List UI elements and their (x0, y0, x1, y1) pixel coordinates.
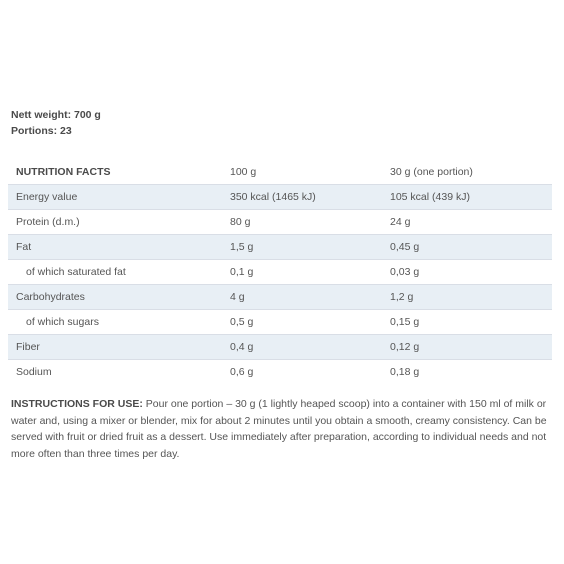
header-nutrition-facts: NUTRITION FACTS (16, 166, 111, 178)
table-row (8, 285, 552, 310)
header-per-100g: 100 g (230, 166, 257, 178)
row-label: Fat (8, 235, 222, 260)
row-label: of which sugars (8, 310, 222, 335)
row-label: Carbohydrates (8, 285, 222, 310)
row-value-portion: 1,2 g (382, 285, 552, 310)
table-row (8, 335, 552, 360)
table-row (8, 310, 552, 335)
row-value-portion: 0,15 g (382, 310, 552, 335)
table-row (8, 260, 552, 285)
nutrition-table (8, 160, 552, 384)
row-value-100g: 1,5 g (222, 235, 382, 260)
header-per-portion: 30 g (one portion) (390, 166, 473, 178)
row-label: Fiber (8, 335, 222, 360)
row-value-100g: 0,4 g (222, 335, 382, 360)
row-value-portion: 0,03 g (382, 260, 552, 285)
row-value-portion: 0,18 g (382, 360, 552, 385)
instructions-text: Pour one portion – 30 g (1 lightly heaped scoop) into a container with 150 ml of milk or water and, using a mixer or blender, mix for about 2 minutes until you obtain a smooth, creamy consistency. Can be served with fruit or dried fruit as a dessert. Use immediately after preparation, according to individual needs and not more often than three times per day. (11, 398, 547, 460)
row-label: of which saturated fat (8, 260, 222, 285)
row-value-portion: 105 kcal (439 kJ) (382, 185, 552, 210)
instructions-paragraph (11, 396, 557, 462)
row-value-100g: 0,5 g (222, 310, 382, 335)
table-row (8, 360, 552, 385)
row-value-portion: 0,45 g (382, 235, 552, 260)
row-value-portion: 0,12 g (382, 335, 552, 360)
table-row (8, 210, 552, 235)
product-meta (11, 107, 101, 139)
row-value-100g: 0,1 g (222, 260, 382, 285)
row-value-100g: 0,6 g (222, 360, 382, 385)
table-header-row (8, 160, 552, 185)
table-row (8, 235, 552, 260)
row-value-100g: 4 g (222, 285, 382, 310)
instructions-label: INSTRUCTIONS FOR USE: (11, 398, 143, 410)
row-label: Sodium (8, 360, 222, 385)
row-label: Protein (d.m.) (8, 210, 222, 235)
nett-weight: Nett weight: 700 g (11, 109, 101, 121)
row-value-100g: 80 g (222, 210, 382, 235)
portions: Portions: 23 (11, 125, 72, 137)
table-row (8, 185, 552, 210)
row-value-100g: 350 kcal (1465 kJ) (222, 185, 382, 210)
row-value-portion: 24 g (382, 210, 552, 235)
row-label: Energy value (8, 185, 222, 210)
